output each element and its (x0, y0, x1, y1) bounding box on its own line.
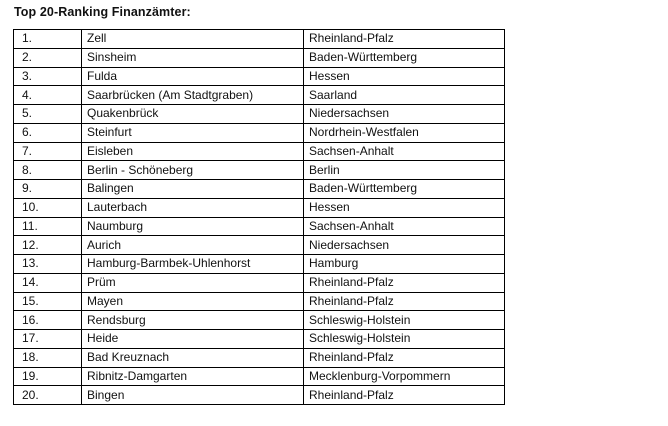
tax-office-cell: Mayen (82, 292, 304, 311)
rank-cell: 16. (14, 311, 82, 330)
tax-office-cell: Quakenbrück (82, 105, 304, 124)
rank-cell: 1. (14, 30, 82, 49)
table-row (14, 386, 505, 405)
rank-cell: 19. (14, 367, 82, 386)
rank-cell: 3. (14, 67, 82, 86)
rank-cell: 6. (14, 123, 82, 142)
tax-office-cell: Prüm (82, 273, 304, 292)
federal-state-cell: Schleswig-Holstein (304, 311, 505, 330)
table-row (14, 142, 505, 161)
rank-cell: 12. (14, 236, 82, 255)
rank-cell: 17. (14, 330, 82, 349)
table-row (14, 255, 505, 274)
tax-office-cell: Hamburg-Barmbek-Uhlenhorst (82, 255, 304, 274)
table-row (14, 123, 505, 142)
table-row (14, 367, 505, 386)
table-row (14, 86, 505, 105)
table-row (14, 67, 505, 86)
rank-cell: 4. (14, 86, 82, 105)
rank-cell: 10. (14, 198, 82, 217)
rank-cell: 14. (14, 273, 82, 292)
rank-cell: 2. (14, 48, 82, 67)
table-row (14, 180, 505, 199)
ranking-table-body (14, 30, 505, 405)
tax-office-cell: Steinfurt (82, 123, 304, 142)
federal-state-cell: Niedersachsen (304, 105, 505, 124)
table-row (14, 292, 505, 311)
table-row (14, 161, 505, 180)
rank-cell: 11. (14, 217, 82, 236)
federal-state-cell: Rheinland-Pfalz (304, 348, 505, 367)
federal-state-cell: Hessen (304, 67, 505, 86)
ranking-table (13, 29, 505, 405)
federal-state-cell: Rheinland-Pfalz (304, 30, 505, 49)
tax-office-cell: Heide (82, 330, 304, 349)
rank-cell: 5. (14, 105, 82, 124)
tax-office-cell: Ribnitz-Damgarten (82, 367, 304, 386)
federal-state-cell: Saarland (304, 86, 505, 105)
federal-state-cell: Hessen (304, 198, 505, 217)
table-row (14, 105, 505, 124)
table-row (14, 348, 505, 367)
tax-office-cell: Bad Kreuznach (82, 348, 304, 367)
rank-cell: 7. (14, 142, 82, 161)
federal-state-cell: Baden-Württemberg (304, 180, 505, 199)
table-row (14, 30, 505, 49)
document-title: Top 20-Ranking Finanzämter: (14, 5, 191, 19)
table-row (14, 48, 505, 67)
federal-state-cell: Nordrhein-Westfalen (304, 123, 505, 142)
table-row (14, 273, 505, 292)
tax-office-cell: Lauterbach (82, 198, 304, 217)
federal-state-cell: Schleswig-Holstein (304, 330, 505, 349)
table-row (14, 198, 505, 217)
tax-office-cell: Sinsheim (82, 48, 304, 67)
federal-state-cell: Berlin (304, 161, 505, 180)
tax-office-cell: Saarbrücken (Am Stadtgraben) (82, 86, 304, 105)
tax-office-cell: Balingen (82, 180, 304, 199)
rank-cell: 18. (14, 348, 82, 367)
table-row (14, 330, 505, 349)
table-row (14, 217, 505, 236)
tax-office-cell: Fulda (82, 67, 304, 86)
tax-office-cell: Bingen (82, 386, 304, 405)
federal-state-cell: Hamburg (304, 255, 505, 274)
rank-cell: 9. (14, 180, 82, 199)
federal-state-cell: Rheinland-Pfalz (304, 273, 505, 292)
federal-state-cell: Sachsen-Anhalt (304, 142, 505, 161)
rank-cell: 15. (14, 292, 82, 311)
tax-office-cell: Eisleben (82, 142, 304, 161)
federal-state-cell: Baden-Württemberg (304, 48, 505, 67)
federal-state-cell: Niedersachsen (304, 236, 505, 255)
rank-cell: 20. (14, 386, 82, 405)
federal-state-cell: Sachsen-Anhalt (304, 217, 505, 236)
federal-state-cell: Mecklenburg-Vorpommern (304, 367, 505, 386)
rank-cell: 8. (14, 161, 82, 180)
tax-office-cell: Aurich (82, 236, 304, 255)
table-row (14, 311, 505, 330)
table-row (14, 236, 505, 255)
tax-office-cell: Berlin - Schöneberg (82, 161, 304, 180)
federal-state-cell: Rheinland-Pfalz (304, 292, 505, 311)
tax-office-cell: Zell (82, 30, 304, 49)
rank-cell: 13. (14, 255, 82, 274)
tax-office-cell: Naumburg (82, 217, 304, 236)
federal-state-cell: Rheinland-Pfalz (304, 386, 505, 405)
tax-office-cell: Rendsburg (82, 311, 304, 330)
